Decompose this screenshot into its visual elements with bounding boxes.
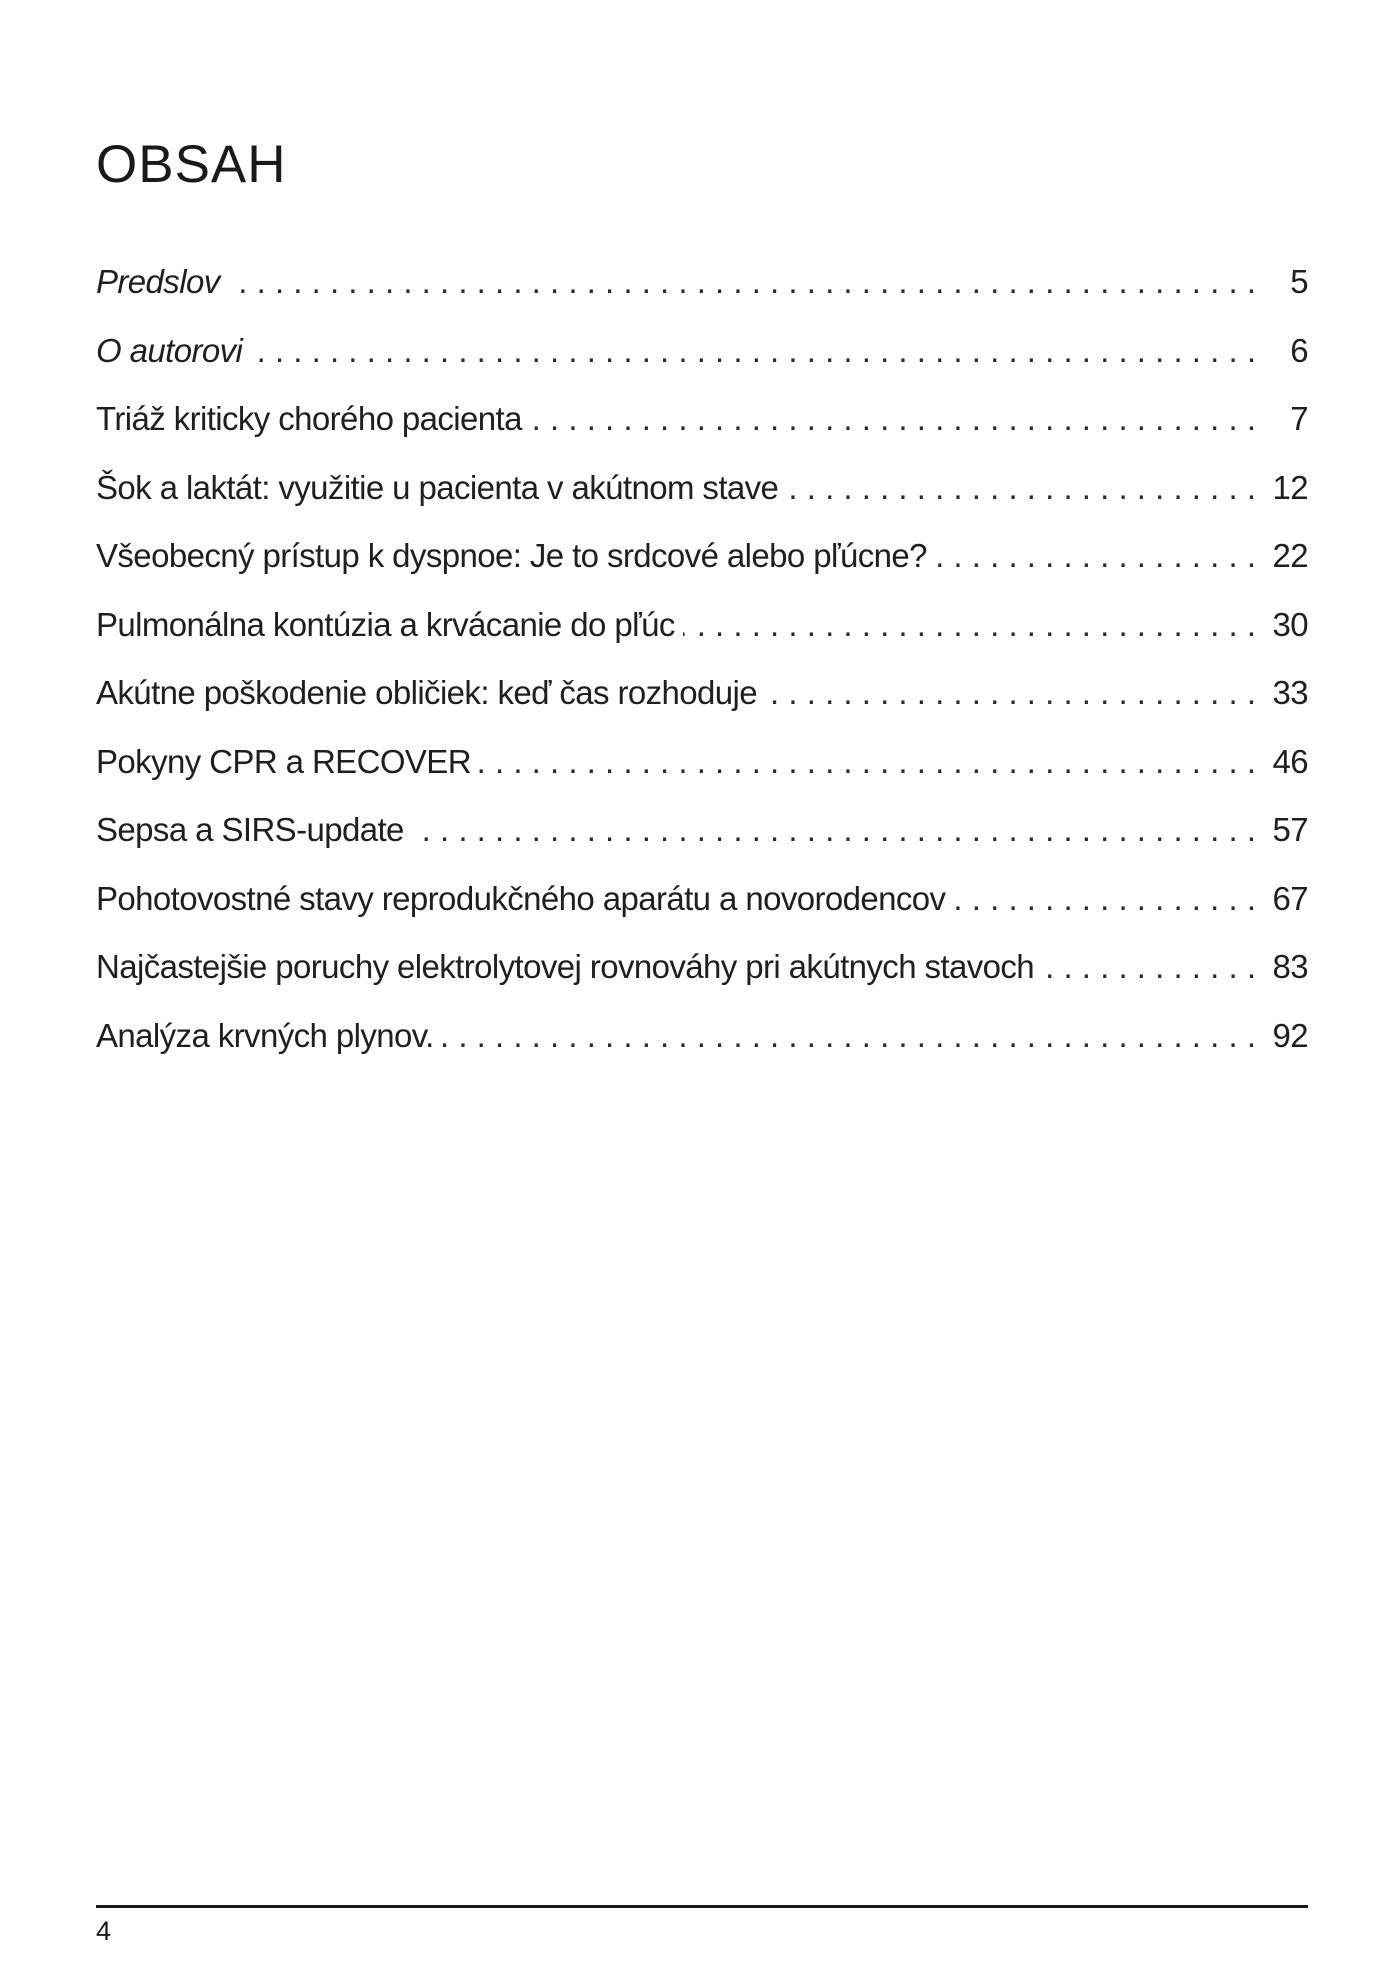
- dot-leader: [250, 332, 1256, 370]
- toc-entry-page: 7: [1290, 400, 1308, 437]
- toc-entry[interactable]: [96, 948, 1308, 1017]
- footer-page-number: 4: [96, 1916, 112, 1946]
- dot-leader: [765, 674, 1256, 712]
- toc-entry[interactable]: [96, 743, 1308, 812]
- toc-entry-page: 6: [1290, 331, 1308, 369]
- toc-entry-title: Akútne poškodenie obličiek: keď čas rozhoduje: [96, 674, 758, 711]
- toc-entry-page: 46: [1272, 742, 1308, 780]
- dot-leader: [953, 880, 1256, 918]
- toc-entry[interactable]: [96, 811, 1308, 880]
- toc-entry[interactable]: [96, 606, 1308, 675]
- toc-entry-page: 92: [1272, 1016, 1308, 1054]
- toc-entry-title: Analýza krvných plynov.: [96, 1016, 434, 1054]
- dot-leader: [412, 811, 1256, 849]
- toc-entry[interactable]: [96, 263, 1308, 332]
- dot-leader: [935, 537, 1256, 575]
- dot-leader: [1042, 948, 1256, 986]
- toc-entry-title: Šok a laktát: využitie u pacienta v akútnom stave: [96, 468, 779, 506]
- toc-entry[interactable]: [96, 400, 1308, 469]
- toc-entry-page: 22: [1272, 537, 1308, 574]
- toc-entry-title: Pulmonálna kontúzia a krvácanie do pľúc: [96, 605, 675, 643]
- toc-entry[interactable]: [96, 537, 1308, 606]
- toc-entry-title: Všeobecný prístup k dyspnoe: Je to srdcové alebo pľúcne?: [96, 537, 927, 574]
- toc-entry-title: Predslov: [96, 263, 220, 300]
- dot-leader: [530, 400, 1256, 438]
- toc-entry[interactable]: [96, 1017, 1308, 1086]
- toc-entry-page: 57: [1272, 811, 1308, 848]
- toc-entry[interactable]: [96, 880, 1308, 949]
- toc-entry[interactable]: [96, 332, 1308, 401]
- toc-entry-title: Triáž kriticky chorého pacienta: [96, 400, 522, 437]
- toc-entry-page: 12: [1272, 468, 1308, 506]
- table-of-contents: [96, 263, 1308, 1085]
- toc-entry-page: 30: [1272, 605, 1308, 643]
- dot-leader: [683, 606, 1256, 644]
- toc-entry-page: 5: [1290, 263, 1308, 300]
- dot-leader: [442, 1017, 1256, 1055]
- toc-entry-title: Pohotovostné stavy reprodukčného aparátu a novorodencov: [96, 879, 946, 917]
- toc-entry-title: Najčastejšie poruchy elektrolytovej rovnováhy pri akútnych stavoch: [96, 948, 1035, 985]
- toc-entry[interactable]: [96, 674, 1308, 743]
- dot-leader: [228, 263, 1256, 301]
- toc-entry-title: Sepsa a SIRS-update: [96, 811, 404, 848]
- toc-entry-page: 83: [1272, 948, 1308, 985]
- dot-leader: [786, 469, 1256, 507]
- toc-entry[interactable]: [96, 469, 1308, 538]
- toc-entry-title: O autorovi: [96, 331, 243, 369]
- toc-entry-title: Pokyny CPR a RECOVER: [96, 742, 471, 780]
- footer-divider: [96, 1905, 1308, 1908]
- page-title: OBSAH: [96, 135, 287, 194]
- toc-entry-page: 67: [1272, 879, 1308, 917]
- dot-leader: [479, 743, 1256, 781]
- toc-entry-page: 33: [1272, 674, 1308, 711]
